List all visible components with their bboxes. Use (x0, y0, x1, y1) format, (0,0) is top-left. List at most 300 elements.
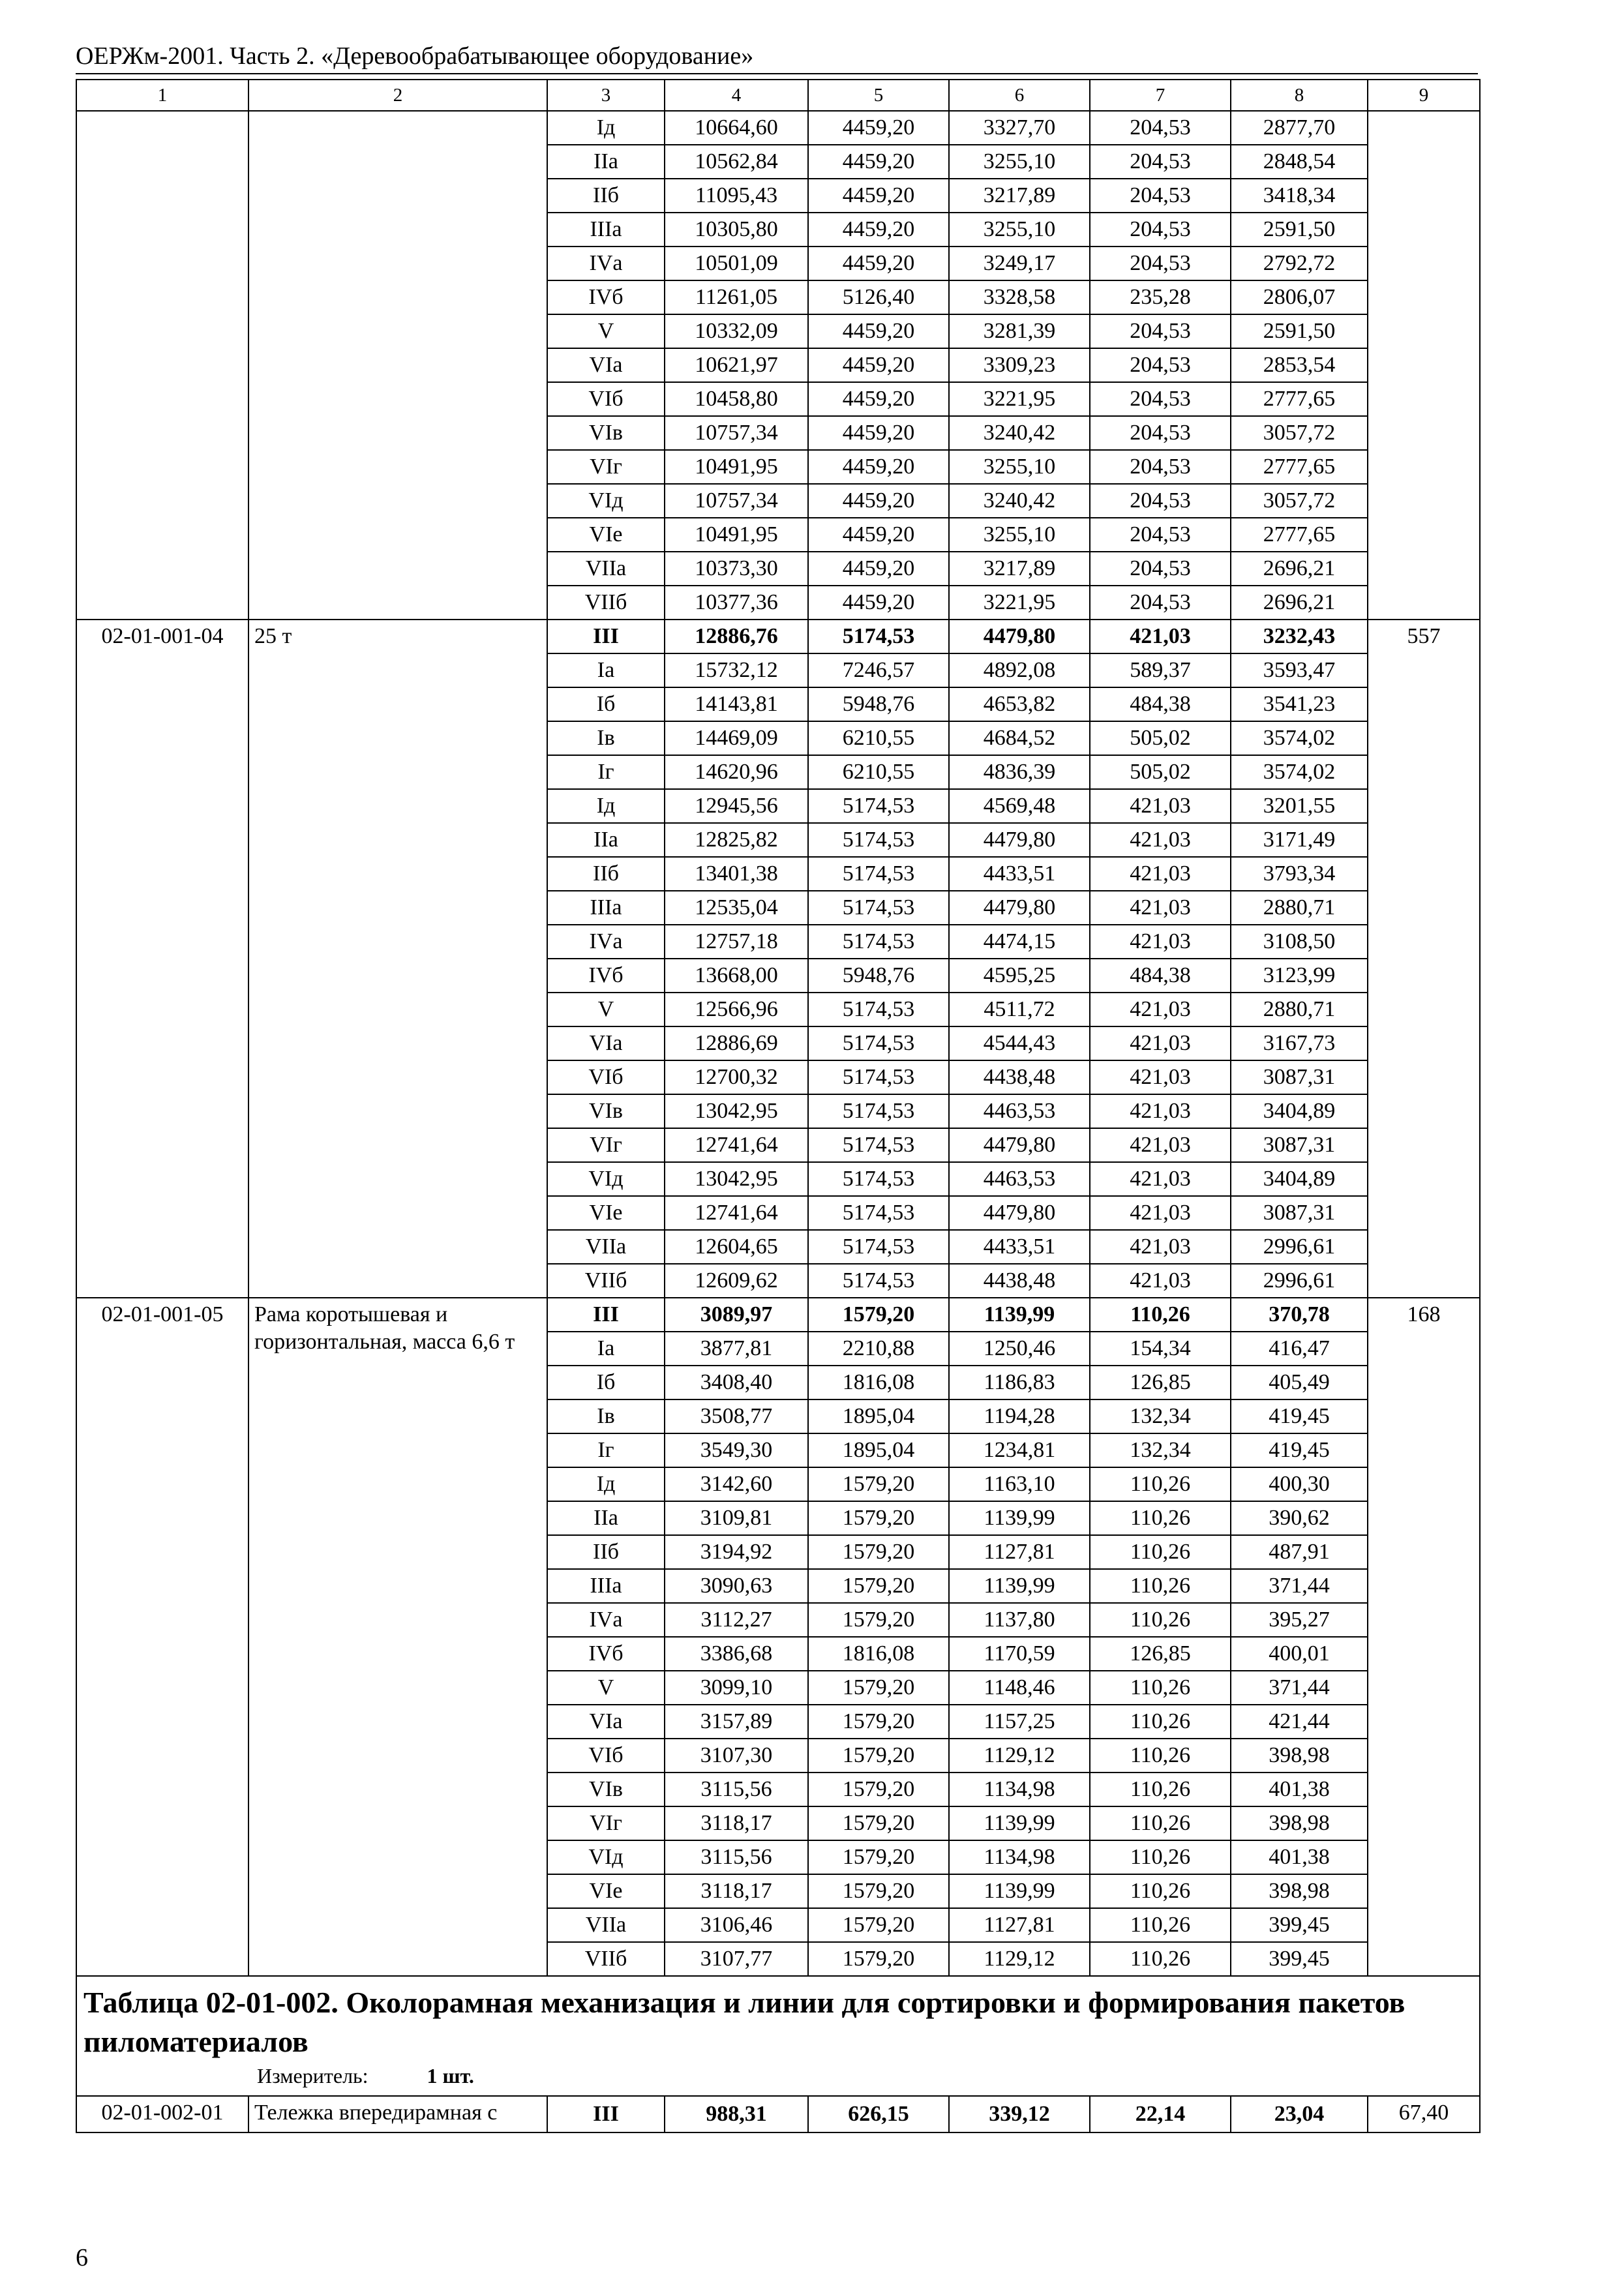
cost-value: 10373,30 (665, 552, 808, 586)
zone-index: VIв (547, 416, 665, 450)
header-rule (76, 73, 1478, 74)
cost-value: 3157,89 (665, 1705, 808, 1739)
cost-value: 421,03 (1090, 1162, 1231, 1196)
cost-value: 1579,20 (808, 1467, 949, 1501)
cost-value: 5174,53 (808, 1196, 949, 1230)
position-code: 02-01-002-01 (76, 2096, 248, 2132)
cost-value: 5174,53 (808, 1128, 949, 1162)
cost-value: 2210,88 (808, 1332, 949, 1366)
zone-index: Iв (547, 1399, 665, 1433)
cost-value: 421,03 (1090, 925, 1231, 959)
cost-value: 204,53 (1090, 111, 1231, 145)
zone-index: VIIа (547, 1908, 665, 1942)
zone-index: V (547, 314, 665, 348)
cost-value: 505,02 (1090, 755, 1231, 789)
column-number: 3 (547, 80, 665, 111)
zone-index: VIа (547, 348, 665, 382)
cost-value: 23,04 (1231, 2096, 1368, 2132)
cost-value: 10757,34 (665, 416, 808, 450)
cost-value: 1139,99 (949, 1569, 1090, 1603)
zone-index: III (547, 1298, 665, 1332)
cost-value: 4459,20 (808, 450, 949, 484)
zone-index: Iб (547, 687, 665, 721)
cost-value: 1579,20 (808, 1806, 949, 1840)
cost-value: 110,26 (1090, 1874, 1231, 1908)
zone-index: IIб (547, 1535, 665, 1569)
zone-index: Iв (547, 721, 665, 755)
cost-value: 416,47 (1231, 1332, 1368, 1366)
cost-value: 484,38 (1090, 687, 1231, 721)
cost-value: 5174,53 (808, 1162, 949, 1196)
zone-index: V (547, 993, 665, 1026)
cost-value: 3232,43 (1231, 620, 1368, 653)
cost-value: 3090,63 (665, 1569, 808, 1603)
cost-value: 1134,98 (949, 1773, 1090, 1806)
zone-index: III (547, 2096, 665, 2132)
cost-value: 4459,20 (808, 111, 949, 145)
cost-value: 110,26 (1090, 1806, 1231, 1840)
zone-index: VIе (547, 1874, 665, 1908)
table-row (76, 2096, 1480, 2132)
cost-value: 12886,76 (665, 620, 808, 653)
zone-index: VIд (547, 1840, 665, 1874)
zone-index: VIа (547, 1026, 665, 1060)
position-code (76, 111, 248, 620)
cost-value: 4479,80 (949, 1196, 1090, 1230)
measure-value: 1 шт. (427, 2064, 474, 2087)
cost-value: 3142,60 (665, 1467, 808, 1501)
zone-index: III (547, 620, 665, 653)
zone-index: VIIб (547, 1942, 665, 1976)
zone-index: Iа (547, 653, 665, 687)
cost-value: 5174,53 (808, 891, 949, 925)
zone-index: IIIа (547, 1569, 665, 1603)
cost-value: 4595,25 (949, 959, 1090, 993)
cost-value: 12535,04 (665, 891, 808, 925)
total-value: 557 (1368, 620, 1480, 1298)
cost-value: 398,98 (1231, 1739, 1368, 1773)
table-title: Таблица 02-01-002. Околорамная механизация и линии для сортировки и формирования пакетов пиломатериалов (83, 1986, 1406, 2058)
cost-value: 5948,76 (808, 959, 949, 993)
cost-value: 2777,65 (1231, 450, 1368, 484)
cost-value: 421,03 (1090, 1264, 1231, 1298)
cost-value: 5174,53 (808, 823, 949, 857)
cost-value: 3057,72 (1231, 416, 1368, 450)
zone-index: V (547, 1671, 665, 1705)
cost-value: 398,98 (1231, 1874, 1368, 1908)
cost-value: 3087,31 (1231, 1196, 1368, 1230)
cost-value: 4459,20 (808, 586, 949, 620)
cost-value: 3167,73 (1231, 1026, 1368, 1060)
cost-value: 3508,77 (665, 1399, 808, 1433)
cost-value: 589,37 (1090, 653, 1231, 687)
cost-value: 4459,20 (808, 247, 949, 280)
cost-value: 12825,82 (665, 823, 808, 857)
cost-value: 204,53 (1090, 518, 1231, 552)
cost-value: 421,03 (1090, 891, 1231, 925)
cost-value: 3171,49 (1231, 823, 1368, 857)
cost-value: 3087,31 (1231, 1128, 1368, 1162)
cost-value: 2806,07 (1231, 280, 1368, 314)
cost-value: 3118,17 (665, 1874, 808, 1908)
cost-value: 1129,12 (949, 1739, 1090, 1773)
cost-value: 4438,48 (949, 1060, 1090, 1094)
cost-value: 1895,04 (808, 1433, 949, 1467)
cost-value: 5174,53 (808, 1060, 949, 1094)
cost-value: 1157,25 (949, 1705, 1090, 1739)
cost-value: 5174,53 (808, 1094, 949, 1128)
table-title-cell (76, 1976, 1480, 2096)
cost-value: 3255,10 (949, 450, 1090, 484)
zone-index: IIа (547, 823, 665, 857)
cost-value: 13401,38 (665, 857, 808, 891)
cost-value: 4479,80 (949, 891, 1090, 925)
cost-value: 1139,99 (949, 1298, 1090, 1332)
cost-value: 11261,05 (665, 280, 808, 314)
cost-value: 6210,55 (808, 755, 949, 789)
column-number: 6 (949, 80, 1090, 111)
cost-value: 5174,53 (808, 1026, 949, 1060)
cost-value: 3099,10 (665, 1671, 808, 1705)
cost-value: 371,44 (1231, 1671, 1368, 1705)
cost-value: 405,49 (1231, 1366, 1368, 1399)
cost-value: 3221,95 (949, 586, 1090, 620)
cost-value: 3109,81 (665, 1501, 808, 1535)
total-value (1368, 111, 1480, 620)
zone-index: VIб (547, 1060, 665, 1094)
cost-value: 2696,21 (1231, 552, 1368, 586)
running-header: ОЕРЖм-2001. Часть 2. «Деревообрабатывающее оборудование» (76, 42, 754, 70)
cost-value: 5126,40 (808, 280, 949, 314)
cost-value: 110,26 (1090, 1840, 1231, 1874)
cost-value: 10501,09 (665, 247, 808, 280)
cost-value: 3194,92 (665, 1535, 808, 1569)
cost-value: 110,26 (1090, 1705, 1231, 1739)
cost-value: 3217,89 (949, 552, 1090, 586)
cost-value: 132,34 (1090, 1433, 1231, 1467)
cost-value: 3327,70 (949, 111, 1090, 145)
cost-value: 204,53 (1090, 145, 1231, 179)
cost-value: 421,03 (1090, 1196, 1231, 1230)
cost-value: 15732,12 (665, 653, 808, 687)
cost-value: 22,14 (1090, 2096, 1231, 2132)
cost-value: 3106,46 (665, 1908, 808, 1942)
cost-value: 1170,59 (949, 1637, 1090, 1671)
zone-index: IIа (547, 145, 665, 179)
cost-value: 3541,23 (1231, 687, 1368, 721)
cost-value: 3057,72 (1231, 484, 1368, 518)
cost-value: 3281,39 (949, 314, 1090, 348)
zone-index: IVа (547, 247, 665, 280)
cost-value: 1579,20 (808, 1773, 949, 1806)
zone-index: VIв (547, 1094, 665, 1128)
cost-value: 204,53 (1090, 552, 1231, 586)
position-name: Рама коротышевая и горизонтальная, масса 6,6 т (248, 1298, 547, 1976)
cost-value: 12757,18 (665, 925, 808, 959)
cost-value: 419,45 (1231, 1399, 1368, 1433)
zone-index: IVб (547, 280, 665, 314)
cost-value: 10305,80 (665, 213, 808, 247)
cost-value: 11095,43 (665, 179, 808, 213)
cost-value: 12741,64 (665, 1128, 808, 1162)
cost-value: 110,26 (1090, 1569, 1231, 1603)
cost-value: 988,31 (665, 2096, 808, 2132)
zone-index: IIа (547, 1501, 665, 1535)
cost-value: 3404,89 (1231, 1162, 1368, 1196)
zone-index: VIв (547, 1773, 665, 1806)
zone-index: IVб (547, 959, 665, 993)
zone-index: IVа (547, 925, 665, 959)
cost-value: 10664,60 (665, 111, 808, 145)
cost-value: 2792,72 (1231, 247, 1368, 280)
cost-value: 626,15 (808, 2096, 949, 2132)
cost-value: 3418,34 (1231, 179, 1368, 213)
cost-value: 3201,55 (1231, 789, 1368, 823)
column-number: 7 (1090, 80, 1231, 111)
cost-value: 204,53 (1090, 179, 1231, 213)
cost-value: 3249,17 (949, 247, 1090, 280)
cost-value: 398,98 (1231, 1806, 1368, 1840)
zone-index: VIд (547, 484, 665, 518)
cost-value: 5174,53 (808, 993, 949, 1026)
cost-value: 487,91 (1231, 1535, 1368, 1569)
cost-value: 4544,43 (949, 1026, 1090, 1060)
cost-value: 3108,50 (1231, 925, 1368, 959)
cost-value: 1579,20 (808, 1739, 949, 1773)
zone-index: VIг (547, 450, 665, 484)
cost-value: 110,26 (1090, 1773, 1231, 1806)
cost-value: 401,38 (1231, 1840, 1368, 1874)
cost-value: 1579,20 (808, 1535, 949, 1569)
price-table (76, 79, 1481, 2133)
cost-value: 2777,65 (1231, 382, 1368, 416)
cost-value: 421,03 (1090, 823, 1231, 857)
cost-value: 1137,80 (949, 1603, 1090, 1637)
cost-value: 6210,55 (808, 721, 949, 755)
price-table-body (76, 80, 1480, 2132)
cost-value: 3255,10 (949, 213, 1090, 247)
cost-value: 3328,58 (949, 280, 1090, 314)
cost-value: 3240,42 (949, 484, 1090, 518)
cost-value: 4892,08 (949, 653, 1090, 687)
cost-value: 3386,68 (665, 1637, 808, 1671)
cost-value: 2996,61 (1231, 1230, 1368, 1264)
cost-value: 204,53 (1090, 348, 1231, 382)
cost-value: 126,85 (1090, 1637, 1231, 1671)
zone-index: VIа (547, 1705, 665, 1739)
position-name: 25 т (248, 620, 547, 1298)
cost-value: 484,38 (1090, 959, 1231, 993)
cost-value: 110,26 (1090, 1501, 1231, 1535)
cost-value: 10458,80 (665, 382, 808, 416)
zone-index: VIIб (547, 1264, 665, 1298)
cost-value: 126,85 (1090, 1366, 1231, 1399)
cost-value: 110,26 (1090, 1942, 1231, 1976)
cost-value: 400,01 (1231, 1637, 1368, 1671)
cost-value: 4479,80 (949, 823, 1090, 857)
page-number: 6 (76, 2244, 88, 2271)
cost-value: 2591,50 (1231, 314, 1368, 348)
cost-value: 399,45 (1231, 1942, 1368, 1976)
cost-value: 1579,20 (808, 1874, 949, 1908)
cost-value: 505,02 (1090, 721, 1231, 755)
cost-value: 10621,97 (665, 348, 808, 382)
cost-value: 1579,20 (808, 1705, 949, 1739)
cost-value: 3107,30 (665, 1739, 808, 1773)
cost-value: 10757,34 (665, 484, 808, 518)
cost-value: 4459,20 (808, 314, 949, 348)
zone-index: VIб (547, 1739, 665, 1773)
cost-value: 3115,56 (665, 1773, 808, 1806)
cost-value: 4438,48 (949, 1264, 1090, 1298)
cost-value: 12700,32 (665, 1060, 808, 1094)
table-row (76, 1298, 1480, 1332)
cost-value: 12741,64 (665, 1196, 808, 1230)
cost-value: 399,45 (1231, 1908, 1368, 1942)
cost-value: 1127,81 (949, 1908, 1090, 1942)
cost-value: 421,03 (1090, 1094, 1231, 1128)
cost-value: 4459,20 (808, 179, 949, 213)
cost-value: 1186,83 (949, 1366, 1090, 1399)
cost-value: 5174,53 (808, 1264, 949, 1298)
cost-value: 5174,53 (808, 857, 949, 891)
column-number: 8 (1231, 80, 1368, 111)
cost-value: 2696,21 (1231, 586, 1368, 620)
position-name: Тележка впередирамная с (248, 2096, 547, 2132)
cost-value: 14469,09 (665, 721, 808, 755)
cost-value: 3255,10 (949, 518, 1090, 552)
cost-value: 3549,30 (665, 1433, 808, 1467)
cost-value: 1579,20 (808, 1840, 949, 1874)
cost-value: 2591,50 (1231, 213, 1368, 247)
cost-value: 401,38 (1231, 1773, 1368, 1806)
cost-value: 3107,77 (665, 1942, 808, 1976)
cost-value: 110,26 (1090, 1908, 1231, 1942)
cost-value: 1148,46 (949, 1671, 1090, 1705)
cost-value: 1816,08 (808, 1637, 949, 1671)
zone-index: Iг (547, 755, 665, 789)
cost-value: 3574,02 (1231, 721, 1368, 755)
cost-value: 10332,09 (665, 314, 808, 348)
cost-value: 204,53 (1090, 586, 1231, 620)
cost-value: 1579,20 (808, 1501, 949, 1535)
cost-value: 5174,53 (808, 1230, 949, 1264)
cost-value: 421,03 (1090, 857, 1231, 891)
cost-value: 12566,96 (665, 993, 808, 1026)
cost-value: 4479,80 (949, 620, 1090, 653)
cost-value: 132,34 (1090, 1399, 1231, 1433)
cost-value: 395,27 (1231, 1603, 1368, 1637)
cost-value: 3118,17 (665, 1806, 808, 1840)
cost-value: 1139,99 (949, 1874, 1090, 1908)
cost-value: 1579,20 (808, 1603, 949, 1637)
cost-value: 3221,95 (949, 382, 1090, 416)
cost-value: 419,45 (1231, 1433, 1368, 1467)
cost-value: 3112,27 (665, 1603, 808, 1637)
cost-value: 1816,08 (808, 1366, 949, 1399)
column-number: 9 (1368, 80, 1480, 111)
cost-value: 390,62 (1231, 1501, 1368, 1535)
cost-value: 4511,72 (949, 993, 1090, 1026)
cost-value: 371,44 (1231, 1569, 1368, 1603)
cost-value: 14620,96 (665, 755, 808, 789)
table-title-row (76, 1976, 1480, 2096)
cost-value: 4459,20 (808, 382, 949, 416)
cost-value: 1134,98 (949, 1840, 1090, 1874)
cost-value: 4479,80 (949, 1128, 1090, 1162)
cost-value: 204,53 (1090, 484, 1231, 518)
cost-value: 110,26 (1090, 1467, 1231, 1501)
column-number: 5 (808, 80, 949, 111)
cost-value: 3574,02 (1231, 755, 1368, 789)
cost-value: 154,34 (1090, 1332, 1231, 1366)
cost-value: 400,30 (1231, 1467, 1368, 1501)
cost-value: 1579,20 (808, 1942, 949, 1976)
cost-value: 3404,89 (1231, 1094, 1368, 1128)
cost-value: 3877,81 (665, 1332, 808, 1366)
cost-value: 110,26 (1090, 1671, 1231, 1705)
cost-value: 204,53 (1090, 314, 1231, 348)
cost-value: 5174,53 (808, 925, 949, 959)
cost-value: 4433,51 (949, 857, 1090, 891)
zone-index: VIIа (547, 552, 665, 586)
cost-value: 4684,52 (949, 721, 1090, 755)
zone-index: VIд (547, 1162, 665, 1196)
cost-value: 4463,53 (949, 1094, 1090, 1128)
cost-value: 235,28 (1090, 280, 1231, 314)
position-name (248, 111, 547, 620)
cost-value: 421,03 (1090, 993, 1231, 1026)
cost-value: 4836,39 (949, 755, 1090, 789)
cost-value: 4459,20 (808, 213, 949, 247)
cost-value: 5174,53 (808, 789, 949, 823)
cost-value: 370,78 (1231, 1298, 1368, 1332)
cost-value: 204,53 (1090, 450, 1231, 484)
cost-value: 4459,20 (808, 348, 949, 382)
cost-value: 10562,84 (665, 145, 808, 179)
cost-value: 3255,10 (949, 145, 1090, 179)
position-code: 02-01-001-05 (76, 1298, 248, 1976)
cost-value: 421,03 (1090, 1060, 1231, 1094)
cost-value: 421,03 (1090, 789, 1231, 823)
cost-value: 10377,36 (665, 586, 808, 620)
cost-value: 5948,76 (808, 687, 949, 721)
cost-value: 14143,81 (665, 687, 808, 721)
cost-value: 10491,95 (665, 450, 808, 484)
cost-value: 421,44 (1231, 1705, 1368, 1739)
column-number: 4 (665, 80, 808, 111)
cost-value: 12886,69 (665, 1026, 808, 1060)
zone-index: VIIб (547, 586, 665, 620)
cost-value: 2996,61 (1231, 1264, 1368, 1298)
measure-line (83, 2061, 1473, 2090)
column-number: 2 (248, 80, 547, 111)
cost-value: 2880,71 (1231, 891, 1368, 925)
cost-value: 421,03 (1090, 1230, 1231, 1264)
zone-index: Iд (547, 789, 665, 823)
cost-value: 421,03 (1090, 620, 1231, 653)
cost-value: 3123,99 (1231, 959, 1368, 993)
cost-value: 2877,70 (1231, 111, 1368, 145)
cost-value: 7246,57 (808, 653, 949, 687)
cost-value: 13042,95 (665, 1094, 808, 1128)
zone-index: IIб (547, 857, 665, 891)
cost-value: 204,53 (1090, 247, 1231, 280)
cost-value: 110,26 (1090, 1739, 1231, 1773)
cost-value: 3309,23 (949, 348, 1090, 382)
cost-value: 3593,47 (1231, 653, 1368, 687)
cost-value: 4459,20 (808, 518, 949, 552)
